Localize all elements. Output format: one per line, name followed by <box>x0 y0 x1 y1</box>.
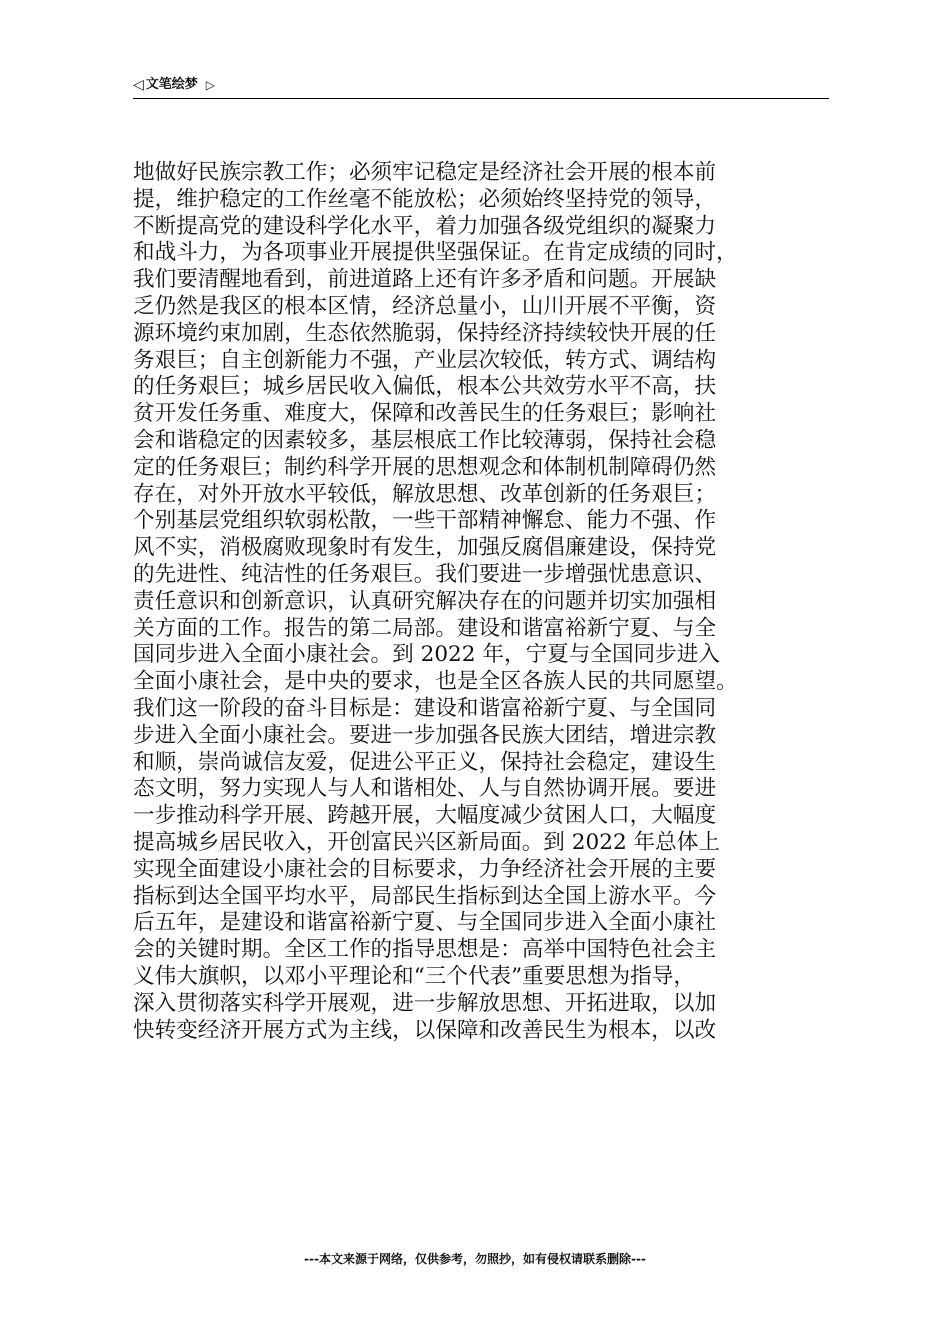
body-line: 的任务艰巨；城乡居民收入偏低，根本公共效劳水平不高，扶 <box>133 374 717 400</box>
body-line: 定的任务艰巨；制约科学开展的思想观念和体制机制障碍仍然 <box>133 454 717 480</box>
body-line: 国同步进入全面小康社会。到 2022 年，宁夏与全国同步进入 <box>133 642 720 668</box>
body-line: 快转变经济开展方式为主线，以保障和改善民生为根本，以改 <box>133 1017 717 1043</box>
body-line: 会和谐稳定的因素较多，基层根底工作比较薄弱，保持社会稳 <box>133 427 717 453</box>
body-line: 义伟大旗帜，以邓小平理论和“三个代表”重要思想为指导， <box>133 963 695 989</box>
body-line: 存在，对外开放水平较低，解放思想、改革创新的任务艰巨； <box>133 481 717 507</box>
body-line: 实现全面建设小康社会的目标要求，力争经济社会开展的主要 <box>133 856 717 882</box>
body-line: 个别基层党组织软弱松散，一些干部精神懈怠、能力不强、作 <box>133 508 717 534</box>
body-line: 关方面的工作。报告的第二局部。建设和谐富裕新宁夏、与全 <box>133 615 717 641</box>
body-line: 态文明，努力实现人与人和谐相处、人与自然协调开展。要进 <box>133 776 717 802</box>
triangle-right-icon: ▷ <box>205 78 216 92</box>
body-line: 提高城乡居民收入，开创富民兴区新局面。到 2022 年总体上 <box>133 829 720 855</box>
triangle-left-icon: ◁ <box>133 77 144 93</box>
body-line: 后五年，是建设和谐富裕新宁夏、与全国同步进入全面小康社 <box>133 910 717 936</box>
body-line: 务艰巨；自主创新能力不强，产业层次较低，转方式、调结构 <box>133 347 717 373</box>
body-line: 会的关键时期。全区工作的指导思想是：高举中国特色社会主 <box>133 937 717 963</box>
body-line: 乏仍然是我区的根本区情，经济总量小，山川开展不平衡，资 <box>133 293 717 319</box>
body-line: 和顺，崇尚诚信友爱，促进公平正义，保持社会稳定，建设生 <box>133 749 717 775</box>
body-line: 责任意识和创新意识，认真研究解决存在的问题并切实加强相 <box>133 588 717 614</box>
body-line: 指标到达全国平均水平，局部民生指标到达全国上游水平。今 <box>133 883 717 909</box>
body-line: 风不实，消极腐败现象时有发生，加强反腐倡廉建设，保持党 <box>133 535 717 561</box>
body-line: 我们要清醒地看到，前进道路上还有许多矛盾和问题。开展缺 <box>133 267 717 293</box>
body-line: 深入贯彻落实科学开展观，进一步解放思想、开拓进取，以加 <box>133 990 717 1016</box>
footer-disclaimer: ---本文来源于网络，仅供参考，勿照抄，如有侵权请联系删除--- <box>304 1252 646 1266</box>
brand-name: 文笔绘梦 <box>145 77 198 92</box>
body-line: 我们这一阶段的奋斗目标是：建设和谐富裕新宁夏、与全国同 <box>133 695 717 721</box>
body-line: 的先进性、纯洁性的任务艰巨。我们要进一步增强忧患意识、 <box>133 561 717 587</box>
body-line: 提，维护稳定的工作丝毫不能放松；必须始终坚持党的领导， <box>133 186 717 212</box>
body-line: 和战斗力，为各项事业开展提供坚强保证。在肯定成绩的同时， <box>133 240 738 266</box>
body-line: 一步推动科学开展、跨越开展，大幅度减少贫困人口，大幅度 <box>133 803 717 829</box>
page-header <box>133 74 829 99</box>
body-line: 不断提高党的建设科学化水平，着力加强各级党组织的凝聚力 <box>133 213 717 239</box>
body-line: 全面小康社会，是中央的要求，也是全区各族人民的共同愿望。 <box>133 669 738 695</box>
body-line: 步进入全面小康社会。要进一步加强各民族大团结，增进宗教 <box>133 722 717 748</box>
body-line: 贫开发任务重、难度大，保障和改善民生的任务艰巨；影响社 <box>133 401 717 427</box>
body-line: 地做好民族宗教工作；必须牢记稳定是经济社会开展的根本前 <box>133 160 717 185</box>
document-body <box>133 160 829 1044</box>
body-line: 源环境约束加剧，生态依然脆弱，保持经济持续较快开展的任 <box>133 320 717 346</box>
